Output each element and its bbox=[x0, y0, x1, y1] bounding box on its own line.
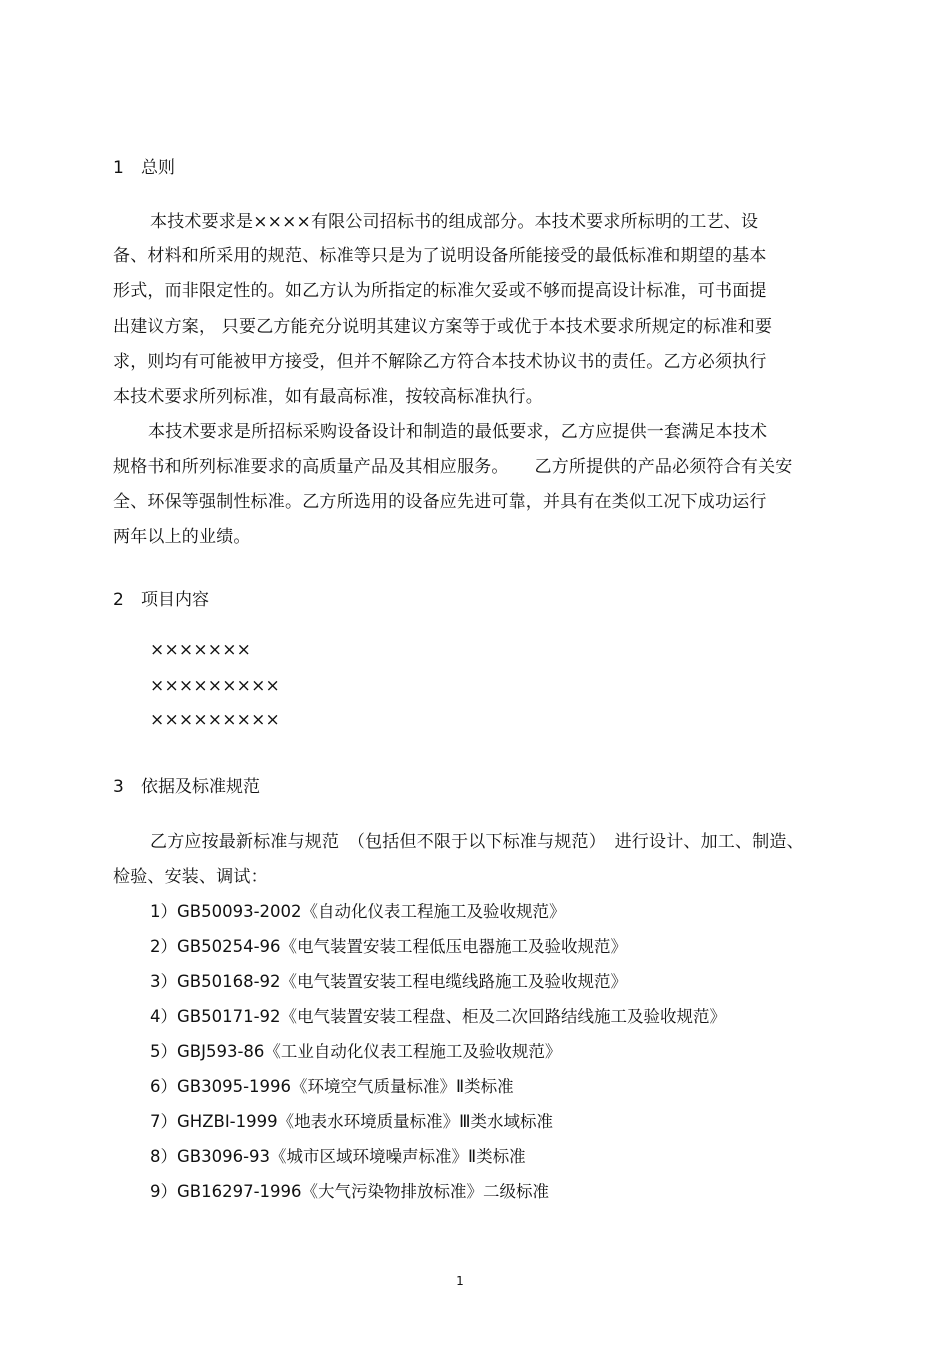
section-title: 总则 bbox=[141, 158, 175, 178]
paragraph-line: 两年以上的业绩。 bbox=[113, 527, 251, 547]
standard-item: 7）GHZBI-1999《地表水环境质量标准》Ⅲ类水域标准 bbox=[150, 1112, 554, 1131]
section-number: 3 bbox=[113, 777, 124, 797]
paragraph-line: 全、环保等强制性标准。乙方所选用的设备应先进可靠，并具有在类似工况下成功运行 bbox=[113, 492, 767, 512]
standard-item: 3）GB50168-92《电气装置安装工程电缆线路施工及验收规范》 bbox=[150, 972, 628, 991]
paragraph-line: 检验、安装、调试： bbox=[113, 867, 268, 887]
section-title: 依据及标准规范 bbox=[141, 777, 260, 797]
section-heading-1 bbox=[113, 153, 175, 178]
section-title: 项目内容 bbox=[141, 590, 209, 610]
section-number: 1 bbox=[113, 158, 124, 178]
standard-item: 8）GB3096-93《城市区域环境噪声标准》Ⅱ类标准 bbox=[150, 1147, 526, 1166]
paragraph-line: 本技术要求是所招标采购设备设计和制造的最低要求，乙方应提供一套满足本技术 bbox=[148, 422, 768, 442]
paragraph-line: 规格书和所列标准要求的高质量产品及其相应服务。 乙方所提供的产品必须符合有关安 bbox=[113, 457, 793, 477]
standard-item: 5）GBJ593-86《工业自动化仪表工程施工及验收规范》 bbox=[150, 1042, 562, 1061]
standard-item: 4）GB50171-92《电气装置安装工程盘、柜及二次回路结线施工及验收规范》 bbox=[150, 1007, 727, 1026]
standard-item: 2）GB50254-96《电气装置安装工程低压电器施工及验收规范》 bbox=[150, 937, 628, 956]
paragraph-line: 出建议方案， 只要乙方能充分说明其建议方案等于或优于本技术要求所规定的标准和要 bbox=[113, 317, 773, 337]
section-heading-2 bbox=[113, 585, 209, 610]
list-item: ××××××× bbox=[150, 640, 252, 660]
paragraph-line: 形式，而非限定性的。如乙方认为所指定的标准欠妥或不够而提高设计标准，可书面提 bbox=[113, 281, 767, 301]
standard-item: 9）GB16297-1996《大气污染物排放标准》二级标准 bbox=[150, 1182, 550, 1201]
list-item: ××××××××× bbox=[150, 710, 280, 730]
paragraph-line: 乙方应按最新标准与规范 （包括但不限于以下标准与规范） 进行设计、加工、制造、 bbox=[150, 832, 804, 852]
paragraph-line: 本技术要求所列标准，如有最高标准，按较高标准执行。 bbox=[113, 387, 543, 407]
list-item: ××××××××× bbox=[150, 676, 280, 696]
section-heading-3 bbox=[113, 772, 260, 797]
page-number: 1 bbox=[456, 1274, 464, 1288]
paragraph-line: 本技术要求是××××有限公司招标书的组成部分。本技术要求所标明的工艺、设 bbox=[150, 212, 759, 232]
paragraph-line: 备、材料和所采用的规范、标准等只是为了说明设备所能接受的最低标准和期望的基本 bbox=[113, 246, 767, 266]
standard-item: 1）GB50093-2002《自动化仪表工程施工及验收规范》 bbox=[150, 902, 566, 921]
paragraph-line: 求，则均有可能被甲方接受，但并不解除乙方符合本技术协议书的责任。乙方必须执行 bbox=[113, 352, 767, 372]
section-number: 2 bbox=[113, 590, 124, 610]
standard-item: 6）GB3095-1996《环境空气质量标准》Ⅱ类标准 bbox=[150, 1077, 514, 1096]
